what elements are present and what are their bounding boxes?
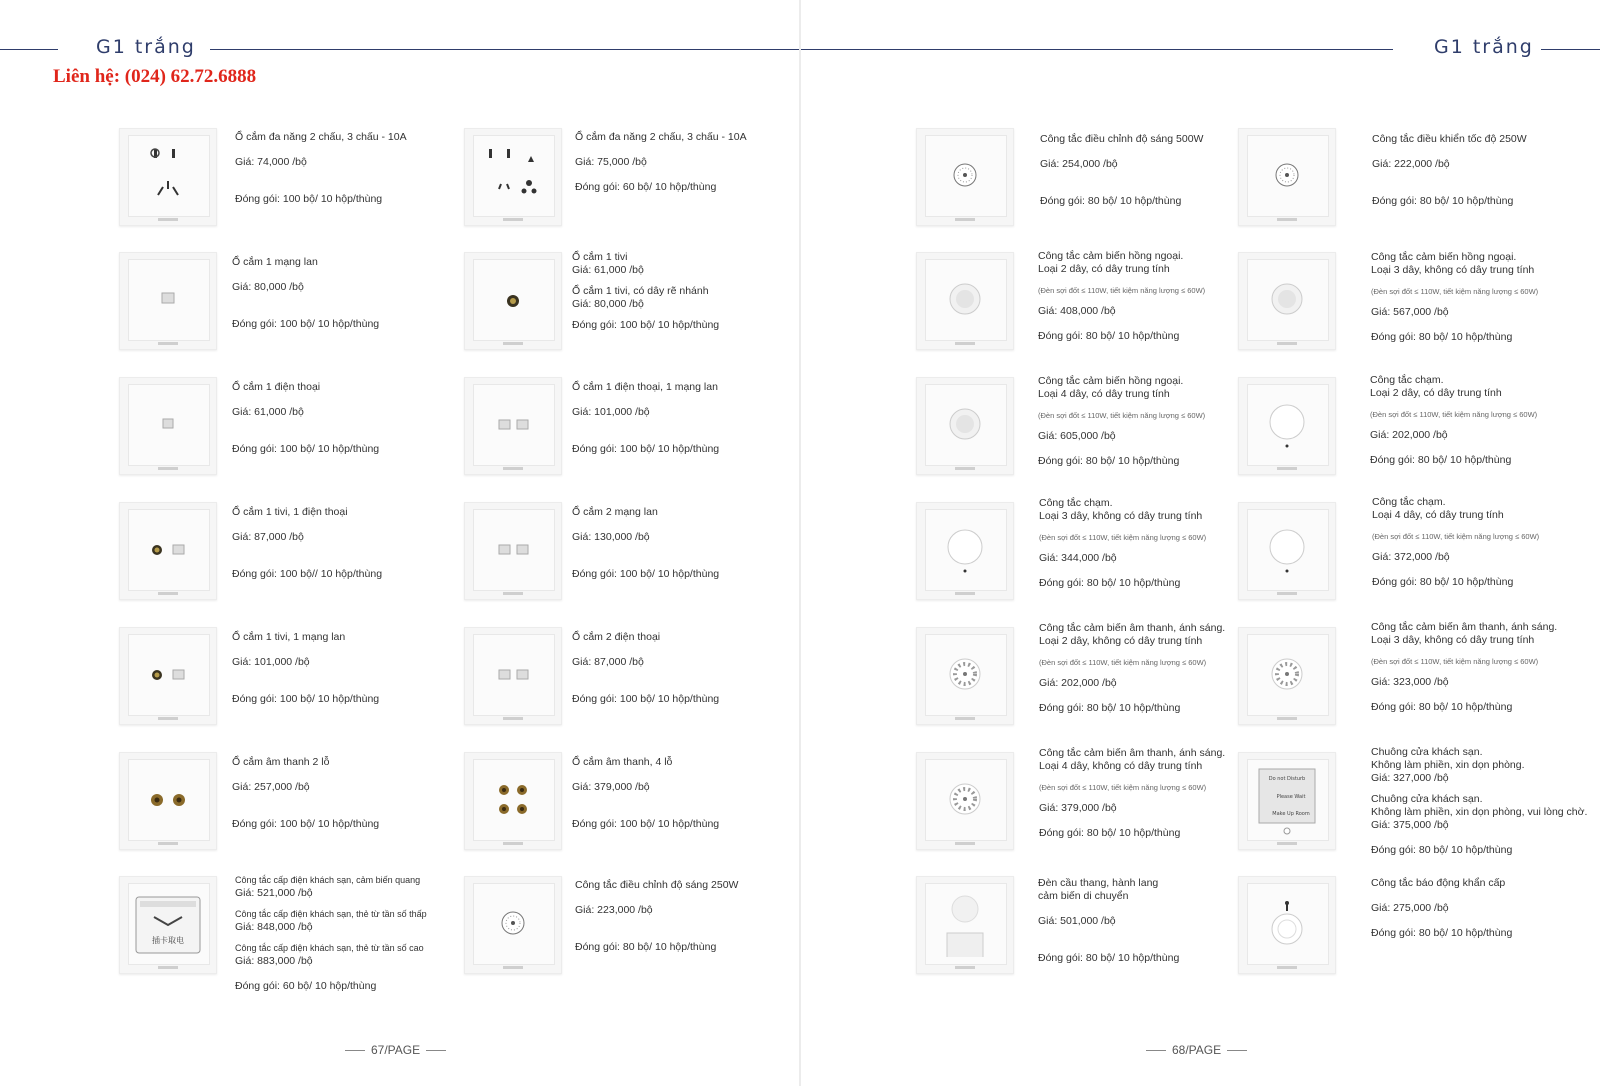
- product-price: Giá: 379,000 /bộ: [572, 781, 650, 793]
- product-name: Ổ cắm 1 điện thoại, 1 mạng lan: [572, 381, 718, 393]
- product-packing: Đóng gói: 100 bộ/ 10 hộp/thùng: [572, 568, 720, 580]
- dimmer-knob-icon: [465, 877, 561, 973]
- product-price: Giá: 75,000 /bộ: [575, 156, 647, 168]
- product-image-audio-2: [119, 752, 217, 850]
- product-price: Giá: 101,000 /bộ: [572, 406, 650, 418]
- product-name: Chuông cửa khách sạn.: [1371, 746, 1483, 758]
- product-name: Ổ cắm đa năng 2 chấu, 3 chấu - 10A: [575, 131, 747, 143]
- panel-label: Do not Disturb: [1268, 776, 1306, 782]
- product-info: [575, 131, 747, 194]
- product-note: (Đèn sợi đốt ≤ 110W, tiết kiệm năng lượng ≤ 60W): [1371, 287, 1539, 296]
- product-name-detail: Loại 4 dây, có dây trung tính: [1038, 388, 1170, 400]
- product-name-detail: Không làm phiền, xin dọn phòng.: [1371, 759, 1525, 771]
- product-image-2lan: [464, 502, 562, 600]
- product-info: [232, 631, 379, 706]
- product-price: Giá: 883,000 /bộ: [235, 955, 313, 967]
- product-image-tv-lan: [119, 627, 217, 725]
- product-note: (Đèn sợi đốt ≤ 110W, tiết kiệm năng lượng ≤ 60W): [1039, 533, 1207, 542]
- product-price: Giá: 101,000 /bộ: [232, 656, 310, 668]
- product-image-phone-lan: [464, 377, 562, 475]
- product-info: [1371, 621, 1557, 714]
- product-image-sound-light-sensor: [1238, 627, 1336, 725]
- product-price: Giá: 344,000 /bộ: [1039, 552, 1117, 564]
- product-name: Công tắc điều chỉnh độ sáng 500W: [1040, 133, 1204, 145]
- product-info: [1370, 374, 1537, 467]
- product-info: [232, 256, 379, 331]
- product-image-tv: [464, 252, 562, 350]
- product-packing: Đóng gói: 60 bộ/ 10 hộp/thùng: [575, 181, 717, 193]
- doorbell-panel-icon: [1239, 753, 1335, 849]
- product-name-detail: Loại 4 dây, không có dây trung tính: [1039, 760, 1203, 772]
- product-info: [572, 381, 719, 456]
- product-price: Giá: 87,000 /bộ: [572, 656, 644, 668]
- product-price: Giá: 567,000 /bộ: [1371, 306, 1449, 318]
- catalog-page-left: [0, 0, 799, 1086]
- product-packing: Đóng gói: 80 bộ/ 10 hộp/thùng: [1040, 195, 1182, 207]
- product-image-multi-socket-5: [464, 128, 562, 226]
- product-price: Giá: 202,000 /bộ: [1039, 677, 1117, 689]
- product-name: Ổ cắm đa năng 2 chấu, 3 chấu - 10A: [235, 131, 407, 143]
- product-packing: Đóng gói: 80 bộ/ 10 hộp/thùng: [1372, 576, 1514, 588]
- product-note: (Đèn sợi đốt ≤ 110W, tiết kiệm năng lượng ≤ 60W): [1039, 658, 1207, 667]
- touch-button-icon: [1239, 503, 1335, 599]
- tv-phone-port-icon: [120, 503, 216, 599]
- product-name: Công tắc điều chỉnh độ sáng 250W: [575, 879, 739, 891]
- product-packing: Đóng gói: 60 bộ/ 10 hộp/thùng: [235, 980, 377, 992]
- product-name: Ổ cắm 1 tivi, có dây rẽ nhánh: [572, 285, 709, 297]
- product-name: Công tắc cấp điện khách sạn, thẻ từ tần số thấp: [235, 909, 427, 919]
- product-info: [1040, 133, 1203, 208]
- alarm-button-icon: [1239, 877, 1335, 973]
- product-name-detail: Không làm phiền, xin dọn phòng, vui lòng chờ.: [1371, 806, 1588, 818]
- product-name-detail: Loại 3 dây, không có dây trung tính: [1371, 264, 1535, 276]
- motion-light-icon: [917, 877, 1013, 973]
- product-packing: Đóng gói: 100 bộ/ 10 hộp/thùng: [572, 443, 720, 455]
- product-packing: Đóng gói: 80 bộ/ 10 hộp/thùng: [1372, 195, 1514, 207]
- page-title: G1 trắng: [1434, 36, 1534, 58]
- product-info: [1039, 747, 1225, 840]
- audio-jack-icon: [120, 753, 216, 849]
- product-price: Giá: 605,000 /bộ: [1038, 430, 1116, 442]
- product-packing: Đóng gói: 100 bộ/ 10 hộp/thùng: [235, 193, 383, 205]
- product-name: Ổ cắm 1 điện thoại: [232, 381, 321, 393]
- product-info: [572, 506, 719, 581]
- product-image-tv-phone: [119, 502, 217, 600]
- product-image-audio-4: [464, 752, 562, 850]
- product-info: [1371, 251, 1538, 344]
- product-image-multi-socket: [119, 128, 217, 226]
- product-image-lan: [119, 252, 217, 350]
- product-info: [572, 251, 719, 332]
- product-name: Ổ cắm 1 mạng lan: [232, 256, 318, 268]
- product-packing: Đóng gói: 100 bộ/ 10 hộp/thùng: [232, 443, 380, 455]
- product-name-detail: Loại 2 dây, có dây trung tính: [1370, 387, 1502, 399]
- product-image-ir-sensor: [916, 377, 1014, 475]
- product-image-speed-control: [1238, 128, 1336, 226]
- product-name: Đèn cầu thang, hành lang: [1038, 877, 1159, 889]
- page-title: G1 trắng: [96, 36, 196, 58]
- product-price: Giá: 130,000 /bộ: [572, 531, 650, 543]
- dual-port-icon: [465, 378, 561, 474]
- product-packing: Đóng gói: 80 bộ/ 10 hộp/thùng: [1039, 577, 1181, 589]
- product-info: [1372, 496, 1539, 589]
- lan-port-icon: [120, 253, 216, 349]
- product-info: [232, 381, 379, 456]
- product-price: Giá: 61,000 /bộ: [232, 406, 304, 418]
- product-name: Công tắc cảm biến âm thanh, ánh sáng.: [1039, 747, 1226, 759]
- product-image-touch-switch: [1238, 377, 1336, 475]
- product-info: [1372, 133, 1527, 208]
- tv-lan-port-icon: [120, 628, 216, 724]
- product-name: Công tắc cảm biến hồng ngoại.: [1038, 250, 1184, 262]
- product-note: (Đèn sợi đốt ≤ 110W, tiết kiệm năng lượng ≤ 60W): [1039, 783, 1207, 792]
- product-info: [572, 631, 719, 706]
- product-image-touch-switch: [1238, 502, 1336, 600]
- socket-icon: [465, 129, 561, 225]
- sound-sensor-icon: [917, 753, 1013, 849]
- product-info: [1039, 622, 1225, 715]
- socket-icon: [120, 129, 216, 225]
- product-packing: Đóng gói: 80 bộ/ 10 hộp/thùng: [1371, 701, 1513, 713]
- product-price: Giá: 327,000 /bộ: [1371, 772, 1449, 784]
- product-image-ir-sensor: [916, 252, 1014, 350]
- product-name-detail: Loại 2 dây, không có dây trung tính: [1039, 635, 1203, 647]
- product-info: [232, 756, 379, 831]
- dual-lan-icon: [465, 503, 561, 599]
- product-image-step-light: [916, 876, 1014, 974]
- product-price: Giá: 222,000 /bộ: [1372, 158, 1450, 170]
- header-rule: [210, 49, 799, 50]
- product-packing: Đóng gói: 100 bộ/ 10 hộp/thùng: [232, 318, 380, 330]
- product-name-detail: Loại 3 dây, không có dây trung tính: [1371, 634, 1535, 646]
- product-packing: Đóng gói: 100 bộ/ 10 hộp/thùng: [572, 818, 720, 830]
- ir-sensor-icon: [1239, 253, 1335, 349]
- dual-phone-icon: [465, 628, 561, 724]
- product-name-detail: Loại 4 dây, có dây trung tính: [1372, 509, 1504, 521]
- product-image-emergency-alarm: [1238, 876, 1336, 974]
- dimmer-knob-icon: [917, 129, 1013, 225]
- product-info: [235, 131, 407, 206]
- product-note: (Đèn sợi đốt ≤ 110W, tiết kiệm năng lượng ≤ 60W): [1038, 286, 1206, 295]
- product-price: Giá: 80,000 /bộ: [232, 281, 304, 293]
- product-info: [1038, 877, 1179, 965]
- product-image-dimmer-250: [464, 876, 562, 974]
- product-packing: Đóng gói: 80 bộ/ 10 hộp/thùng: [1039, 702, 1181, 714]
- product-image-touch-switch: [916, 502, 1014, 600]
- product-price: Giá: 87,000 /bộ: [232, 531, 304, 543]
- product-packing: Đóng gói: 100 bộ// 10 hộp/thùng: [232, 568, 383, 580]
- product-note: (Đèn sợi đốt ≤ 110W, tiết kiệm năng lượng ≤ 60W): [1372, 532, 1540, 541]
- product-image-sound-light-sensor: [916, 627, 1014, 725]
- product-price: Giá: 257,000 /bộ: [232, 781, 310, 793]
- product-packing: Đóng gói: 80 bộ/ 10 hộp/thùng: [1038, 330, 1180, 342]
- card-slot-text: 插卡取电: [152, 936, 184, 945]
- product-packing: Đóng gói: 80 bộ/ 10 hộp/thùng: [1039, 827, 1181, 839]
- product-name: Công tắc cảm biến hồng ngoại.: [1371, 251, 1517, 263]
- product-packing: Đóng gói: 100 bộ/ 10 hộp/thùng: [572, 693, 720, 705]
- panel-label: Make Up Room: [1272, 811, 1310, 817]
- product-packing: Đóng gói: 100 bộ/ 10 hộp/thùng: [572, 319, 720, 331]
- product-packing: Đóng gói: 80 bộ/ 10 hộp/thùng: [1038, 455, 1180, 467]
- phone-port-icon: [120, 378, 216, 474]
- product-price: Giá: 501,000 /bộ: [1038, 915, 1116, 927]
- product-packing: Đóng gói: 100 bộ/ 10 hộp/thùng: [232, 818, 380, 830]
- speed-knob-icon: [1239, 129, 1335, 225]
- product-packing: Đóng gói: 80 bộ/ 10 hộp/thùng: [1370, 454, 1512, 466]
- header-rule-left: [0, 49, 58, 50]
- product-name: Công tắc cảm biến âm thanh, ánh sáng.: [1371, 621, 1558, 633]
- product-price: Giá: 375,000 /bộ: [1371, 819, 1449, 831]
- product-name: Ổ cắm 2 điện thoại: [572, 631, 661, 643]
- product-name: Công tắc điều khiển tốc độ 250W: [1372, 133, 1527, 145]
- touch-button-icon: [1239, 378, 1335, 474]
- product-name: Công tắc cảm biến âm thanh, ánh sáng.: [1039, 622, 1226, 634]
- product-price: Giá: 848,000 /bộ: [235, 921, 313, 933]
- product-info: [1038, 375, 1205, 468]
- product-price: Giá: 223,000 /bộ: [575, 904, 653, 916]
- product-price: Giá: 74,000 /bộ: [235, 156, 307, 168]
- product-image-2phone: [464, 627, 562, 725]
- product-name: Ổ cắm âm thanh, 4 lỗ: [572, 756, 673, 768]
- product-price: Giá: 323,000 /bộ: [1371, 676, 1449, 688]
- product-name: Ổ cắm 2 mạng lan: [572, 506, 658, 518]
- product-name: Công tắc chạm.: [1372, 496, 1446, 508]
- product-note: (Đèn sợi đốt ≤ 110W, tiết kiệm năng lượng ≤ 60W): [1038, 411, 1206, 420]
- product-name: Chuông cửa khách sạn.: [1371, 793, 1483, 805]
- product-price: Giá: 275,000 /bộ: [1371, 902, 1449, 914]
- audio-jack-icon: [465, 753, 561, 849]
- ir-sensor-icon: [917, 378, 1013, 474]
- product-info: [1039, 497, 1206, 590]
- product-price: Giá: 372,000 /bộ: [1372, 551, 1450, 563]
- product-name-detail: Loại 3 dây, không có dây trung tính: [1039, 510, 1203, 522]
- tv-port-icon: [465, 253, 561, 349]
- product-name: Công tắc chạm.: [1039, 497, 1113, 509]
- product-image-ir-sensor: [1238, 252, 1336, 350]
- product-note: (Đèn sợi đốt ≤ 110W, tiết kiệm năng lượng ≤ 60W): [1371, 657, 1539, 666]
- product-info: [232, 506, 382, 581]
- page-number: 67/PAGE: [345, 1043, 446, 1057]
- panel-label: Please Wait: [1276, 794, 1306, 800]
- contact-phone[interactable]: Liên hệ: (024) 62.72.6888: [53, 66, 257, 87]
- product-name: Công tắc cảm biến hồng ngoại.: [1038, 375, 1184, 387]
- product-name-detail: Loại 2 dây, có dây trung tính: [1038, 263, 1170, 275]
- touch-button-icon: [917, 503, 1013, 599]
- product-price: Giá: 80,000 /bộ: [572, 298, 644, 310]
- product-name: Ổ cắm âm thanh 2 lỗ: [232, 756, 330, 768]
- product-note: (Đèn sợi đốt ≤ 110W, tiết kiệm năng lượng ≤ 60W): [1370, 410, 1538, 419]
- product-info: [572, 756, 719, 831]
- product-info: [1038, 250, 1205, 343]
- product-packing: Đóng gói: 100 bộ/ 10 hộp/thùng: [232, 693, 380, 705]
- product-name: Công tắc cấp điện khách sạn, thẻ từ tần số cao: [235, 943, 424, 953]
- product-image-dimmer-500: [916, 128, 1014, 226]
- product-packing: Đóng gói: 80 bộ/ 10 hộp/thùng: [1371, 927, 1513, 939]
- product-packing: Đóng gói: 80 bộ/ 10 hộp/thùng: [1371, 844, 1513, 856]
- product-price: Giá: 61,000 /bộ: [572, 264, 644, 276]
- product-image-hotel-card-switch: [119, 876, 217, 974]
- product-image-phone: [119, 377, 217, 475]
- product-info: [575, 879, 738, 954]
- product-price: Giá: 379,000 /bộ: [1039, 802, 1117, 814]
- product-price: Giá: 202,000 /bộ: [1370, 429, 1448, 441]
- sound-sensor-icon: [917, 628, 1013, 724]
- product-name: Công tắc báo động khẩn cấp: [1371, 877, 1506, 889]
- product-info: [235, 874, 427, 993]
- product-info: [1371, 746, 1587, 857]
- product-price: Giá: 254,000 /bộ: [1040, 158, 1118, 170]
- product-name-detail: cảm biến di chuyển: [1038, 890, 1129, 902]
- product-name: Công tắc chạm.: [1370, 374, 1444, 386]
- product-name: Ổ cắm 1 tivi: [572, 251, 628, 263]
- ir-sensor-icon: [917, 253, 1013, 349]
- card-slot-icon: [120, 877, 216, 973]
- sound-sensor-icon: [1239, 628, 1335, 724]
- catalog-page-right: [801, 0, 1600, 1086]
- product-image-hotel-doorbell: [1238, 752, 1336, 850]
- page-number: 68/PAGE: [1146, 1043, 1247, 1057]
- product-price: Giá: 408,000 /bộ: [1038, 305, 1116, 317]
- product-image-sound-light-sensor: [916, 752, 1014, 850]
- product-name: Ổ cắm 1 tivi, 1 điện thoại: [232, 506, 348, 518]
- header-rule: [801, 49, 1393, 50]
- product-name: Công tắc cấp điện khách sạn, cảm biến quang: [235, 875, 421, 885]
- product-packing: Đóng gói: 80 bộ/ 10 hộp/thùng: [1038, 952, 1180, 964]
- product-packing: Đóng gói: 80 bộ/ 10 hộp/thùng: [1371, 331, 1513, 343]
- header-rule-right: [1541, 49, 1600, 50]
- product-name: Ổ cắm 1 tivi, 1 mạng lan: [232, 631, 346, 643]
- product-info: [1371, 877, 1512, 940]
- product-price: Giá: 521,000 /bộ: [235, 887, 313, 899]
- product-packing: Đóng gói: 80 bộ/ 10 hộp/thùng: [575, 941, 717, 953]
